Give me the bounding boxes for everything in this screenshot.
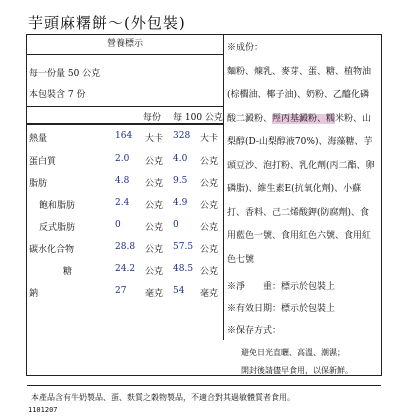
per-100g-value: 57.5	[173, 242, 194, 252]
per-100g-value: 9.5	[173, 176, 188, 186]
unit: 公克	[200, 267, 219, 277]
per-serving-value: 24.2	[115, 264, 136, 274]
product-title: 芋頭麻糬餅～(外包裝)	[28, 14, 186, 32]
per-100g-value: 4.0	[173, 154, 188, 164]
nutrient-label: 碳水化合物	[29, 245, 75, 255]
per-100g-header: 每 100 公克	[173, 113, 223, 123]
nutrient-row	[27, 264, 223, 284]
per-100g-value: 48.5	[173, 264, 194, 274]
unit: 公克	[145, 267, 164, 277]
per-serving-value: 2.4	[115, 198, 130, 208]
nutrition-header: 營養標示	[27, 35, 223, 55]
unit: 公克	[145, 245, 164, 255]
unit: 毫克	[200, 289, 219, 299]
per-serving-value: 4.8	[115, 176, 130, 186]
nutrient-row	[27, 154, 223, 174]
unit: 公克	[145, 179, 164, 189]
unit: 大卡	[145, 134, 164, 144]
ingredients-highlight: 羥丙基澱粉、糯	[272, 113, 336, 124]
per-100g-value: 328	[173, 131, 191, 141]
storage-instruction: 避免日光直曬、高溫、潮濕；	[241, 348, 345, 357]
unit: 公克	[200, 157, 219, 167]
per-serving-value: 0	[115, 220, 121, 230]
nutrient-label: 脂肪	[29, 179, 48, 189]
unit: 公克	[200, 201, 219, 211]
nutrient-label: 熱量	[29, 134, 48, 144]
allergen-warning: 本產品含有牛奶製品、蛋、麩質之穀物製品，不適合對其過敏體質者食用。	[31, 393, 295, 402]
divider	[27, 123, 223, 125]
unit: 毫克	[145, 289, 164, 299]
unit: 大卡	[200, 134, 219, 144]
serving-size: 每一份量 50 公克	[29, 69, 101, 79]
per-serving-value: 2.0	[115, 154, 130, 164]
nutrient-row	[27, 242, 223, 262]
divider	[27, 106, 223, 107]
unit: 公克	[145, 201, 164, 211]
storage-instruction: 開封後請儘早食用，以保新鮮。	[241, 366, 353, 375]
label-frame	[26, 34, 382, 376]
ingredients-text: 米粉、山梨醇(D-山梨醇液70%)、海藻糖、芋頭豆沙、泡打粉、乳化劑(丙二酯、卵磷脂)、維生素E(抗氧化劑)、小蘇打、香料、己二烯酸鉀(防腐劑)、食用藍色一號、食用紅色六號、食用紅色七號	[227, 113, 375, 265]
per-100g-value: 4.9	[173, 198, 188, 208]
unit: 公克	[200, 245, 219, 255]
per-100g-value: 0	[173, 220, 179, 230]
product-code: 1101207	[28, 406, 58, 414]
nutrient-label: 蛋白質	[29, 157, 57, 167]
ingredients	[227, 37, 377, 272]
nutrition-panel	[27, 35, 224, 340]
per-serving-value: 27	[115, 286, 127, 296]
per-serving-header: 每份	[143, 113, 162, 123]
nutrient-label: 飽和脂肪	[39, 201, 76, 211]
divider	[27, 385, 381, 386]
unit: 公克	[200, 179, 219, 189]
unit: 公克	[145, 223, 164, 233]
servings-per-pack: 本包裝含 7 份	[29, 90, 86, 100]
ingredients-label: ※成份：	[227, 43, 264, 53]
unit: 公克	[200, 223, 219, 233]
nutrient-row	[27, 176, 223, 196]
per-serving-value: 164	[115, 131, 133, 141]
unit: 公克	[145, 157, 164, 167]
nutrient-row	[27, 220, 223, 240]
per-100g-value: 54	[173, 286, 185, 296]
nutrient-row	[27, 131, 223, 151]
nutrient-label: 鈉	[29, 289, 39, 299]
nutrient-label: 糖	[63, 267, 73, 277]
nutrient-label: 反式脂肪	[39, 223, 76, 233]
ingredients-text: 麵粉、煉乳、麥芽、蛋、糖、植物油(棕櫚油、椰子油)、奶粉、乙醯化磷酸二澱粉、	[227, 66, 372, 124]
nutrient-row	[27, 198, 223, 218]
nutrient-row	[27, 286, 223, 306]
net-weight: ※淨 重：標示於包裝上	[227, 282, 336, 292]
serving-info	[27, 54, 223, 106]
storage-label: ※保存方式：	[227, 326, 282, 336]
expiry-date: ※有效日期：標示於包裝上	[227, 304, 336, 314]
per-serving-value: 28.8	[115, 242, 136, 252]
